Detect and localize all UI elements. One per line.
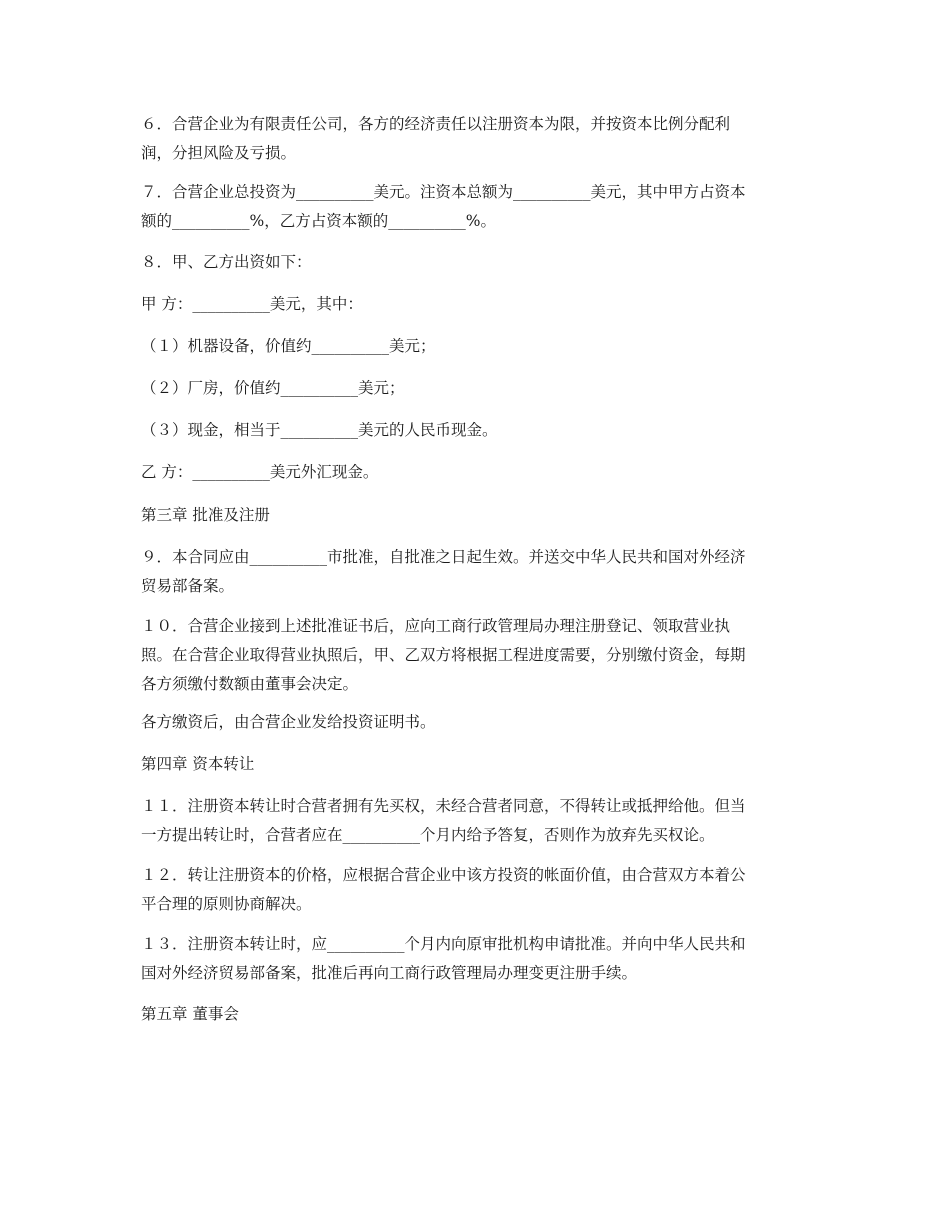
item-2	[141, 374, 811, 403]
text-line: （２）厂房，价值约__________美元；	[141, 379, 405, 397]
text-line: ７．合营企业总投资为__________美元。注资本总额为__________美元，其中甲方占资本	[141, 183, 746, 201]
text-line: （１）机器设备，价值约__________美元；	[141, 337, 436, 355]
text-line: 平合理的原则协商解决。	[141, 895, 312, 913]
text-line: ８．甲、乙方出资如下：	[141, 253, 312, 271]
text-line: 一方提出转让时，合营者应在__________个月内给予答复，否则作为放弃先买权论。	[141, 826, 715, 844]
text-line: １１．注册资本转让时合营者拥有先买权，未经合营者同意，不得转让或抵押给他。但当	[141, 797, 746, 815]
text-line: 甲 方：__________美元，其中：	[141, 295, 363, 313]
clause-12	[141, 861, 811, 919]
text-line: １０．合营企业接到上述批准证书后，应向工商行政管理局办理注册登记、领取营业执	[141, 617, 731, 635]
clause-6	[141, 110, 811, 168]
text-line: ６．合营企业为有限责任公司，各方的经济责任以注册资本为限，并按资本比例分配利	[141, 115, 731, 133]
text-line: １２．转让注册资本的价格，应根据合营企业中该方投资的帐面价值，由合营双方本着公	[141, 866, 746, 884]
clause-13	[141, 930, 811, 988]
party-b	[141, 458, 811, 487]
text-line: 各方缴资后，由合营企业发给投资证明书。	[141, 713, 436, 731]
text-line: １３．注册资本转让时，应__________个月内向原审批机构申请批准。并向中华人民共和	[141, 935, 746, 953]
text-line: 各方须缴付数额由董事会决定。	[141, 675, 359, 693]
item-3	[141, 416, 811, 445]
text-line: 润，分担风险及亏损。	[141, 144, 297, 162]
text-line: 照。在合营企业取得营业执照后，甲、乙双方将根据工程进度需要，分别缴付资金，每期	[141, 646, 746, 664]
text-line: 额的__________%，乙方占资本额的__________%。	[141, 212, 496, 230]
text-line: ９．本合同应由__________市批准，自批准之日起生效。并送交中华人民共和国对外经济	[141, 548, 746, 566]
text-line: 第三章 批准及注册	[141, 506, 270, 524]
chapter-3-heading	[141, 501, 811, 530]
text-line: 国对外经济贸易部备案，批准后再向工商行政管理局办理变更注册手续。	[141, 964, 638, 982]
party-a	[141, 290, 811, 319]
text-line: 第五章 董事会	[141, 1005, 239, 1023]
clause-11	[141, 792, 811, 850]
text-line: （３）现金，相当于__________美元的人民币现金。	[141, 421, 498, 439]
text-line: 第四章 资本转让	[141, 755, 255, 773]
clause-8	[141, 248, 811, 277]
investment-cert	[141, 708, 811, 737]
text-line: 贸易部备案。	[141, 577, 235, 595]
item-1	[141, 332, 811, 361]
text-line: 乙 方：__________美元外汇现金。	[141, 463, 379, 481]
chapter-5-heading	[141, 1000, 811, 1029]
clause-7	[141, 178, 811, 236]
clause-10	[141, 612, 811, 699]
chapter-4-heading	[141, 750, 811, 779]
clause-9	[141, 543, 811, 601]
